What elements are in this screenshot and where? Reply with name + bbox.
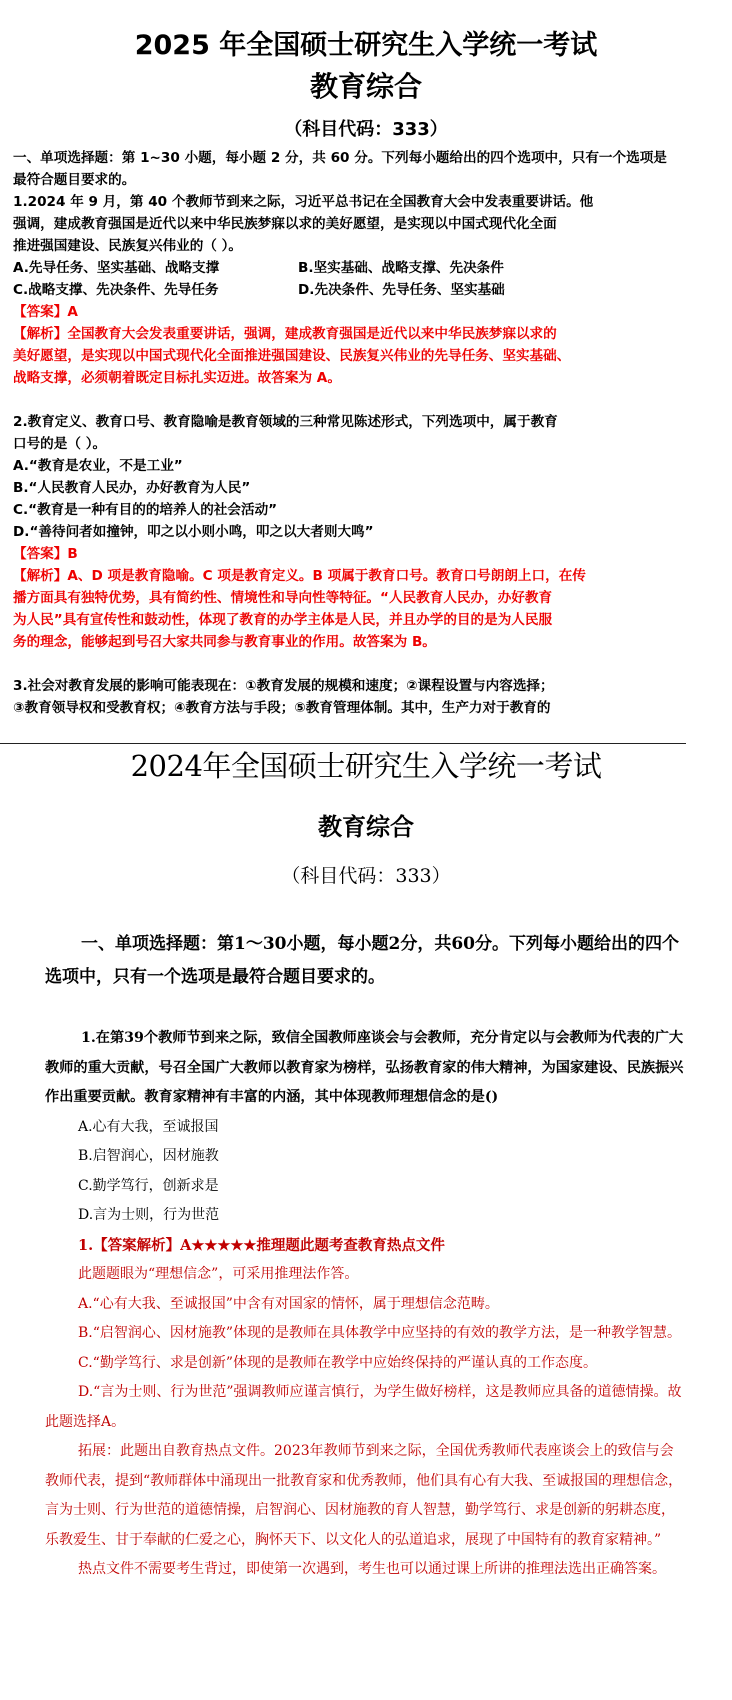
- explanation-text: D.“言为士则、行为世范”强调教师应谨言慎行，为学生做好榜样，这是教师应具备: [78, 1384, 584, 1400]
- explanation-para: [0, 1319, 732, 1349]
- explanation-text: 我、至诚报国的理想信念，言为士则、行为世范的道德情操，启智润心、因材施教的育人: [45, 1472, 683, 1518]
- section-heading: [0, 928, 732, 994]
- explanation-text: 的道德情操。故此题选择A。: [45, 1384, 682, 1430]
- question-1-stem: [0, 1024, 732, 1113]
- option-a: A.“教育是农业，不是工业”: [13, 458, 183, 474]
- explanation-text: 的致信与会教师代表，提到“教师群体中涌现出一批教育家和优秀教师，他们具有心有大: [45, 1443, 674, 1489]
- explanation-para: 此题题眼为“理想信念”，可采用推理法作答。: [78, 1266, 359, 1282]
- question-3-line: 3.社会对教育发展的影响可能表现在：①教育发展的规模和速度；②课程设置与内容选择；: [13, 678, 554, 694]
- question-1-options-row: [13, 279, 719, 301]
- option-c: C.勤学笃行，创新求是: [78, 1177, 219, 1194]
- answer-label: 【答案】B: [13, 546, 78, 562]
- analysis-line: 【解析】A、D 项是教育隐喻。C 项是教育定义。B 项属于教育口号。教育口号朗朗上口，在传: [13, 568, 586, 584]
- explanation-para: C.“勤学笃行、求是创新”体现的是教师在教学中应始终保持的严谨认真的工作态度。: [78, 1354, 597, 1371]
- section-heading-text: 个选项中，只有一个选项是最符合题目要求的。: [45, 934, 679, 987]
- option-d: D.“善待问者如撞钟，叩之以小则小鸣，叩之以大者则大鸣”: [13, 524, 374, 540]
- question-1-text: 表的广大教师的重大贡献，号召全国广大教师以教育家为榜样，弘扬教育家的伟大精神，: [45, 1030, 684, 1076]
- section-heading-text: 一、单项选择题：第1～30小题，每小题2分，共60分。下列每小题给出的四: [81, 934, 662, 954]
- exam-2025-code: （科目代码：333）: [284, 119, 448, 140]
- analysis-line: 为人民”具有宣传性和鼓动性，体现了教育的办学主体是人民，并且办学的目的是为人民服: [13, 612, 553, 628]
- question-1-line: 强调，建成教育强国是近代以来中华民族梦寐以求的美好愿望，是实现以中国式现代化全面: [13, 216, 557, 232]
- exam-2025-body: [0, 147, 732, 719]
- option-c: C.“教育是一种有目的的培养人的社会活动”: [13, 502, 278, 518]
- explanation-para: [0, 1437, 732, 1555]
- option-b: B.启智润心，因材施教: [78, 1148, 219, 1164]
- analysis-line: 【解析】全国教育大会发表重要讲话，强调，建成教育强国是近代以来中华民族梦寐以求的: [13, 326, 557, 342]
- answer-label: 【答案】A: [13, 304, 78, 320]
- question-1-text: 1.在第39个教师节到来之际，致信全国教师座谈会与会教师，充分肯定以与会教师为代: [81, 1030, 627, 1046]
- section-heading-line: 最符合题目要求的。: [13, 172, 136, 188]
- option-d: D.言为士则，行为世范: [78, 1207, 220, 1223]
- exam-2025-page: [0, 0, 732, 742]
- question-1-options-row: [13, 257, 719, 279]
- option-a: A.先导任务、坚实基础、战略支撑: [13, 260, 220, 276]
- explanation-para: [0, 1555, 732, 1585]
- page-divider: [0, 743, 686, 744]
- question-1-text: 为国家建设、民族振兴作出重要贡献。教育家精神有丰富的内涵，其中体现教师理想信念: [45, 1059, 684, 1105]
- exam-2024-code: （科目代码：333）: [281, 865, 451, 887]
- explanation-text: 文化人的弘道追求，展现了中国特有的教育家精神。”: [339, 1531, 662, 1548]
- question-2-line: 口号的是（ ）。: [13, 436, 107, 452]
- question-3-line: ③教育领导权和受教育权；④教育方法与手段；⑤教育管理体制。其中，生产力对于教育的: [13, 700, 551, 716]
- analysis-line: 播方面具有独特优势，具有简约性、情境性和导向性等特征。“人民教育人民办，办好教育: [13, 590, 553, 606]
- question-1-line: 1.2024 年 9 月，第 40 个教师节到来之际，习近平总书记在全国教育大会中发表重要讲话。他: [13, 194, 594, 210]
- option-a: A.心有大我，至诚报国: [78, 1118, 219, 1135]
- explanation-text: 正确答案。: [596, 1561, 666, 1577]
- analysis-line: 战略支撑，必须朝着既定目标扎实迈进。故答案为 A。: [13, 370, 341, 386]
- exam-2024-title: 2024年全国硕士研究生入学统一考试: [130, 749, 602, 783]
- answer-heading: 1.【答案解析】A★★★★★推理题此题考查教育热点文件: [78, 1236, 445, 1254]
- analysis-line: 美好愿望，是实现以中国式现代化全面推进强国建设、民族复兴伟业的先导任务、坚实基础、: [13, 348, 571, 364]
- explanation-text: B.“启智润心、因材施教”体现的是教师在具体教学中应坚持的有效的教学方法，是: [78, 1325, 584, 1341]
- section-heading-line: 一、单项选择题：第 1~30 小题，每小题 2 分，共 60 分。下列每小题给出的四个选项中，只有一个选项是: [13, 150, 667, 166]
- option-c: C.战略支撑、先决条件、先导任务: [13, 282, 219, 298]
- exam-2024-subject: 教育综合: [318, 812, 414, 841]
- exam-2024-page: [0, 746, 732, 1700]
- explanation-text: 拓展：此题出自教育热点文件。2023年教师节到来之际，全国优秀教师代表座谈会上: [78, 1443, 604, 1459]
- explanation-para: [0, 1378, 732, 1437]
- question-1-text: 的是(): [456, 1089, 499, 1105]
- exam-2025-subject: 教育综合: [309, 70, 422, 103]
- question-1-line: 推进强国建设、民族复兴伟业的（ ）。: [13, 238, 243, 254]
- analysis-line: 务的理念，能够起到号召大家共同参与教育事业的作用。故答案为 B。: [13, 634, 436, 650]
- explanation-text: 热点文件不需要考生背过，即使第一次遇到，考生也可以通过课上所讲的推理法选出: [78, 1561, 596, 1577]
- explanation-text: 一种教学智慧。: [583, 1325, 682, 1341]
- option-b: B.“人民教育人民办，办好教育为人民”: [13, 480, 251, 496]
- option-d: D.先决条件、先导任务、坚实基础: [298, 282, 505, 298]
- explanation-para: A.“心有大我、至诚报国”中含有对国家的情怀，属于理想信念范畴。: [78, 1295, 499, 1312]
- question-2-line: 2.教育定义、教育口号、教育隐喻是教育领域的三种常见陈述形式，下列选项中，属于教育: [13, 414, 558, 430]
- exam-2025-title: 2025 年全国硕士研究生入学统一考试: [134, 30, 598, 61]
- option-b: B.坚实基础、战略支撑、先决条件: [298, 260, 504, 276]
- explanation-text: 智慧，勤学笃行、求是创新的躬耕态度，乐教爱生、甘于奉献的仁爱之心，胸怀天下、以: [45, 1502, 675, 1548]
